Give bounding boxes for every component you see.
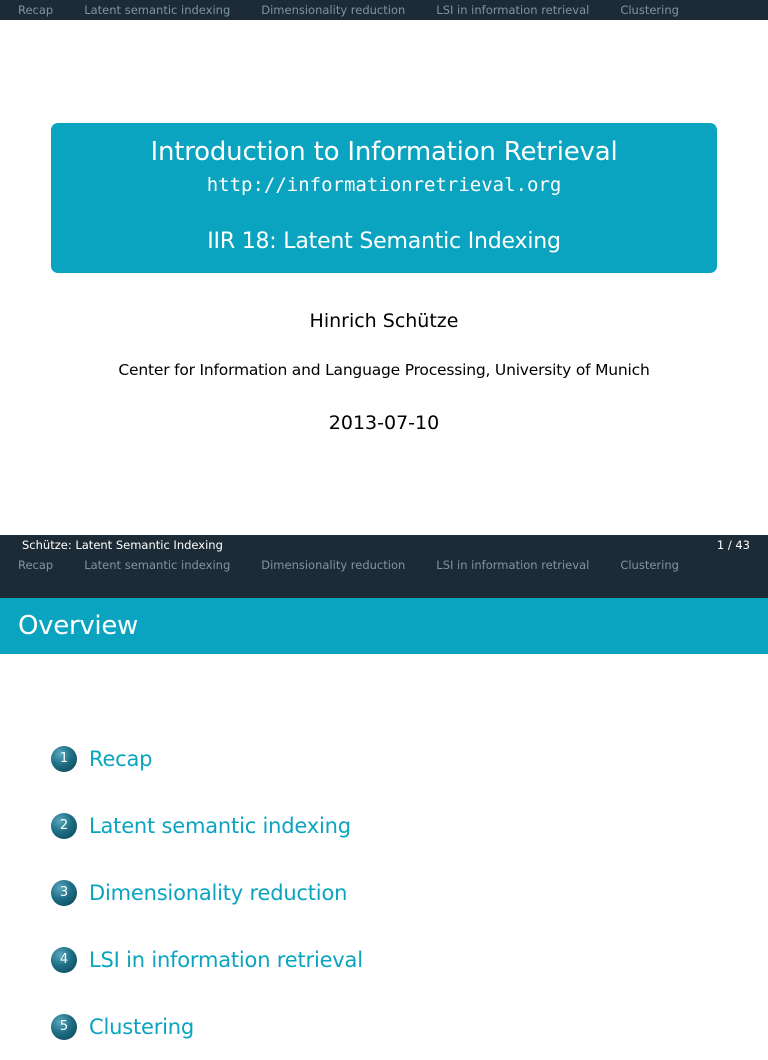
section-navbar [0,0,768,20]
nav-item-dimensionality-reduction[interactable]: Dimensionality reduction [261,3,406,17]
title-box [51,123,717,273]
toc-label[interactable]: Latent semantic indexing [89,813,351,838]
nav-item-recap[interactable]: Recap [18,3,54,17]
toc-item-latent-semantic-indexing[interactable] [51,792,363,859]
nav-item-clustering[interactable]: Clustering [620,3,679,17]
nav-item-lsi-in-ir[interactable]: LSI in information retrieval [436,3,590,17]
nav-item-latent-semantic-indexing[interactable]: Latent semantic indexing [84,558,231,572]
slide-number: 1 / 43 [716,538,750,552]
section-navbar-secondary [0,575,768,598]
toc-label[interactable]: Dimensionality reduction [89,880,348,905]
numbered-ball-icon: 4 [51,947,77,973]
numbered-ball-icon: 2 [51,813,77,839]
numbered-ball-icon: 5 [51,1014,77,1040]
toc-item-recap[interactable] [51,725,363,792]
author-name: Hinrich Schütze [309,310,459,332]
table-of-contents [51,725,363,1060]
footer-author-title: Schütze: Latent Semantic Indexing [22,538,223,552]
section-navbar [0,555,768,575]
toc-label[interactable]: Recap [89,746,153,771]
frame-title: Overview [18,611,139,641]
nav-item-latent-semantic-indexing[interactable]: Latent semantic indexing [84,3,231,17]
presentation-title: Introduction to Information Retrieval [150,137,618,167]
nav-item-clustering[interactable]: Clustering [620,558,679,572]
toc-label[interactable]: LSI in information retrieval [89,947,363,972]
nav-item-lsi-in-ir[interactable]: LSI in information retrieval [436,558,590,572]
presentation-date: 2013-07-10 [328,412,440,434]
toc-item-clustering[interactable] [51,993,363,1060]
slide-footer [0,535,768,555]
frame-title-bar [0,598,768,654]
toc-label[interactable]: Clustering [89,1014,195,1039]
overview-slide [0,555,768,1039]
author-affiliation: Center for Information and Language Processing, University of Munich [118,361,650,379]
numbered-ball-icon: 3 [51,880,77,906]
nav-item-dimensionality-reduction[interactable]: Dimensionality reduction [261,558,406,572]
presentation-url[interactable]: http://informationretrieval.org [206,174,562,196]
toc-item-lsi-in-ir[interactable] [51,926,363,993]
presentation-subtitle: IIR 18: Latent Semantic Indexing [207,229,561,254]
toc-item-dimensionality-reduction[interactable] [51,859,363,926]
numbered-ball-icon: 1 [51,746,77,772]
nav-item-recap[interactable]: Recap [18,558,54,572]
